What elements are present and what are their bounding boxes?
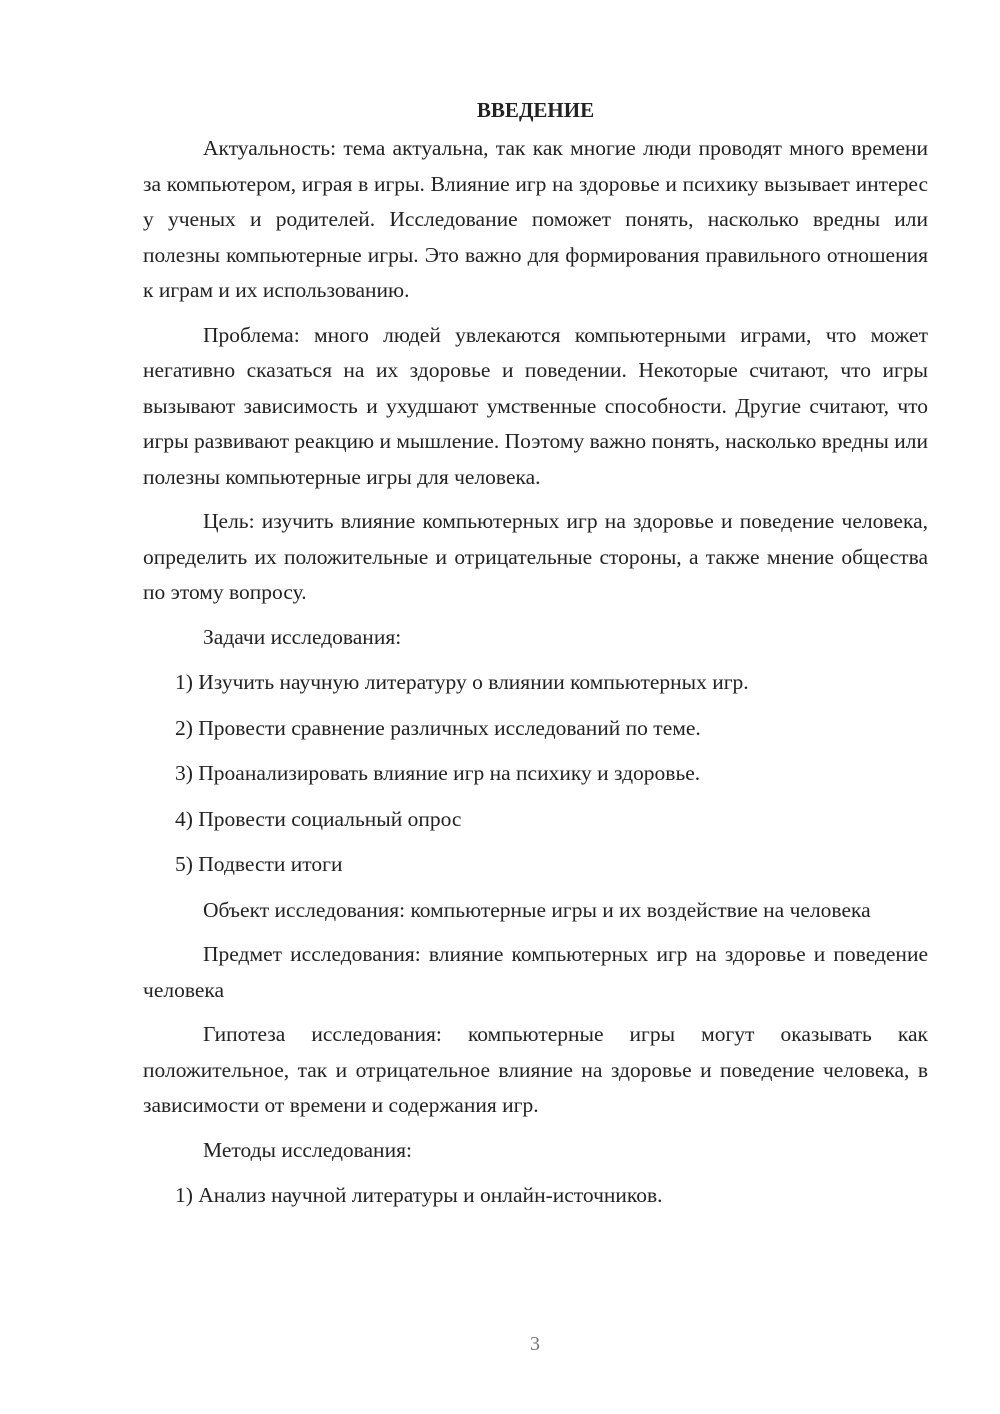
section-heading: ВВЕДЕНИЕ [476,98,595,122]
page-number: 3 [530,1333,540,1355]
goal-paragraph: Цель: изучить влияние компьютерных игр на здоровье и поведение человека, определить их положительные и отрицательные стороны, а также мнение общества по этому вопросу. [143,509,928,604]
object-paragraph: Объект исследования: компьютерные игры и их воздействие на человека [203,897,871,922]
methods-title: Методы исследования: [203,1137,412,1162]
task-item-4: 4) Провести социальный опрос [175,806,462,831]
problem-paragraph: Проблема: много людей увлекаются компьютерными играми, что может негативно сказаться на их здоровье и поведении. Некоторые считают, что игры вызывают зависимость и ухудшают умственные способности. Другие считают, что игры развивают реакцию и мышление. Поэтому важно понять, насколько вредны или полезны компьютерные игры для человека. [143,322,928,489]
task-item-5: 5) Подвести итоги [175,852,343,876]
task-item-3: 3) Проанализировать влияние игр на психику и здоровье. [175,761,701,785]
hypothesis-paragraph: Гипотеза исследования: компьютерные игры могут оказывать как положительное, так и отрицательное влияние на здоровье и поведение человека, в зависимости от времени и содержания игр. [143,1022,928,1117]
task-item-2: 2) Провести сравнение различных исследований по теме. [175,715,701,740]
task-item-1: 1) Изучить научную литературу о влиянии компьютерных игр. [175,670,749,694]
relevance-paragraph: Актуальность: тема актуальна, так как многие люди проводят много времени за компьютером, играя в игры. Влияние игр на здоровье и психику вызывает интерес у ученых и родителей. Исследование поможет понять, насколько вредны или полезны компьютерные игры. Это важно для формирования правильного отношения к играм и их использованию. [143,136,928,302]
subject-paragraph: Предмет исследования: влияние компьютерных игр на здоровье и поведение человека [143,942,928,1002]
method-item-1: 1) Анализ научной литературы и онлайн-источников. [175,1183,663,1207]
page-content [143,93,928,1224]
tasks-title: Задачи исследования: [203,624,402,649]
